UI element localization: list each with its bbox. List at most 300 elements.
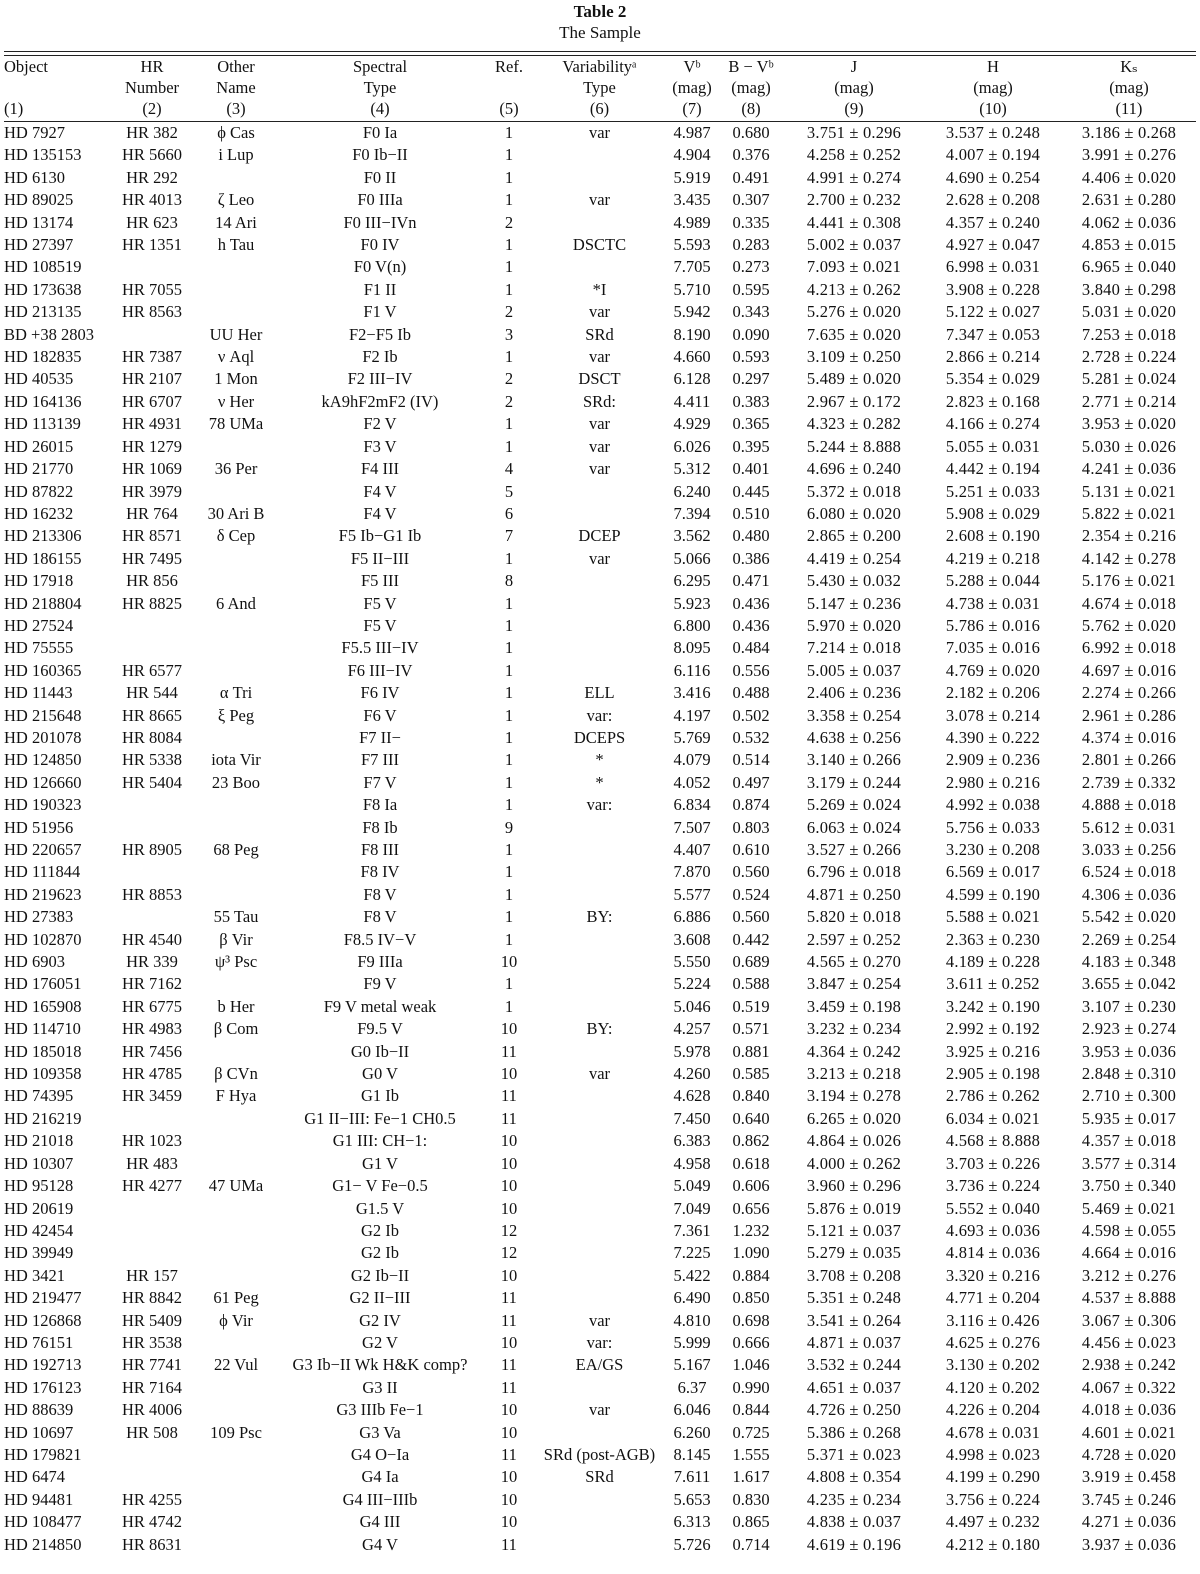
cell-v-mag: 3.608 — [673, 929, 711, 949]
cell-j-mag: 4.419 ± 0.254 — [806, 548, 902, 568]
cell-ks-mag: 2.274 ± 0.266 — [1081, 683, 1177, 703]
cell-j-mag: 3.527 ± 0.266 — [806, 840, 902, 859]
cell-variability-type — [533, 1287, 666, 1309]
cell-other-name: h Tau — [217, 235, 255, 255]
cell-other-name — [197, 1489, 275, 1511]
cell-other-name — [197, 1108, 275, 1130]
cell-variability-type: BY: — [586, 1019, 613, 1039]
cell-variability-type — [533, 1220, 666, 1242]
cell-ks-mag: 2.354 ± 0.216 — [1081, 526, 1177, 546]
cell-ref: 1 — [504, 907, 514, 927]
table-row — [4, 884, 1196, 906]
cell-object: HD 192713 — [4, 1355, 82, 1375]
cell-j-mag: 2.967 ± 0.172 — [806, 391, 902, 411]
cell-v-mag: 7.225 — [673, 1243, 711, 1263]
cell-v-mag: 8.095 — [673, 638, 711, 658]
header-object: Object — [4, 57, 48, 76]
cell-object: HD 94481 — [4, 1489, 74, 1509]
cell-ks-mag: 3.033 ± 0.256 — [1081, 840, 1177, 859]
cell-j-mag: 4.323 ± 0.282 — [806, 414, 902, 434]
cell-spectral-type: F5 II−III — [350, 548, 410, 568]
cell-ref: 1 — [504, 638, 514, 658]
cell-object: HD 113139 — [4, 414, 81, 434]
cell-spectral-type: F9 IIIa — [357, 952, 403, 972]
cell-h-mag: 7.035 ± 0.016 — [945, 638, 1041, 658]
cell-object: HD 219477 — [4, 1288, 82, 1308]
table-row — [4, 1265, 1196, 1287]
cell-j-mag: 3.140 ± 0.266 — [806, 750, 902, 770]
cell-ref: 1 — [504, 884, 514, 904]
cell-v-mag: 4.079 — [673, 750, 711, 770]
cell-other-name — [197, 794, 275, 816]
cell-ks-mag: 2.801 ± 0.266 — [1081, 750, 1177, 770]
cell-object: HD 108477 — [4, 1512, 82, 1532]
cell-spectral-type: F2 III−IV — [347, 369, 413, 389]
cell-ref: 2 — [504, 212, 514, 232]
cell-h-mag: 2.628 ± 0.208 — [945, 190, 1041, 210]
cell-ks-mag: 4.598 ± 0.055 — [1081, 1220, 1177, 1240]
table-row — [4, 1220, 1196, 1242]
cell-variability-type — [533, 637, 666, 659]
header-ref: Ref. — [495, 57, 523, 76]
table-row — [4, 1130, 1196, 1152]
cell-variability-type — [533, 817, 666, 839]
cell-ref: 2 — [504, 369, 514, 389]
cell-hr-number — [107, 906, 197, 928]
cell-b-v-mag: 0.497 — [732, 772, 770, 792]
cell-b-v-mag: 0.560 — [732, 907, 770, 927]
cell-hr-number: HR 7164 — [121, 1377, 183, 1397]
cell-b-v-mag: 0.844 — [732, 1400, 770, 1420]
cell-h-mag: 5.756 ± 0.033 — [945, 817, 1041, 837]
cell-other-name: 6 And — [216, 593, 256, 613]
cell-ref: 10 — [500, 1400, 518, 1420]
cell-ref: 10 — [500, 1153, 518, 1173]
cell-spectral-type: G3 Va — [359, 1422, 401, 1442]
cell-ks-mag: 4.357 ± 0.018 — [1081, 1131, 1177, 1151]
cell-j-mag: 6.080 ± 0.020 — [806, 503, 902, 523]
header-b-v-mag: (8) — [718, 98, 784, 122]
cell-h-mag: 3.116 ± 0.426 — [946, 1310, 1040, 1330]
cell-spectral-type: F8 V — [363, 884, 397, 904]
cell-b-v-mag: 0.556 — [732, 660, 770, 680]
cell-variability-type: var — [588, 459, 611, 479]
cell-variability-type: var — [588, 414, 611, 434]
cell-v-mag: 4.628 — [673, 1086, 711, 1106]
cell-j-mag: 3.194 ± 0.278 — [806, 1086, 902, 1106]
cell-spectral-type: G4 V — [362, 1534, 398, 1554]
cell-j-mag: 4.991 ± 0.274 — [806, 167, 902, 187]
cell-spectral-type: F0 II — [363, 167, 397, 187]
cell-ref: 1 — [504, 167, 514, 187]
cell-h-mag: 4.226 ± 0.204 — [945, 1400, 1041, 1420]
cell-ref: 4 — [504, 459, 514, 479]
cell-ks-mag: 3.212 ± 0.276 — [1081, 1265, 1177, 1285]
cell-variability-type: var — [588, 347, 611, 367]
cell-spectral-type: G2 Ib — [360, 1243, 400, 1263]
cell-j-mag: 5.371 ± 0.023 — [806, 1444, 902, 1464]
cell-other-name — [197, 817, 275, 839]
table-row — [4, 1354, 1196, 1376]
cell-spectral-type: F0 Ib−II — [352, 145, 408, 165]
cell-v-mag: 4.257 — [673, 1019, 711, 1039]
header-j-mag: (mag) — [834, 78, 874, 97]
cell-object: HD 102870 — [4, 929, 82, 949]
cell-hr-number: HR 1023 — [121, 1131, 183, 1151]
cell-variability-type — [533, 839, 666, 861]
cell-ks-mag: 3.067 ± 0.306 — [1081, 1310, 1177, 1330]
cell-hr-number: HR 7162 — [121, 974, 183, 994]
table-row — [4, 525, 1196, 547]
cell-h-mag: 2.182 ± 0.206 — [945, 683, 1041, 703]
cell-variability-type: var — [588, 1064, 611, 1084]
cell-ks-mag: 3.186 ± 0.268 — [1081, 123, 1177, 142]
cell-j-mag: 4.871 ± 0.250 — [806, 884, 902, 904]
cell-hr-number: HR 4006 — [121, 1400, 183, 1420]
cell-other-name: 68 Peg — [213, 840, 259, 859]
cell-other-name: ζ Leo — [217, 190, 255, 210]
cell-variability-type — [533, 951, 666, 973]
cell-ks-mag: 5.131 ± 0.021 — [1081, 481, 1177, 501]
cell-ks-mag: 4.664 ± 0.016 — [1081, 1243, 1177, 1263]
cell-b-v-mag: 0.519 — [732, 996, 770, 1016]
cell-b-v-mag: 1.555 — [732, 1444, 770, 1464]
cell-spectral-type: G1 II−III: Fe−1 CH0.5 — [304, 1108, 456, 1128]
cell-hr-number: HR 2107 — [121, 369, 183, 389]
cell-variability-type — [533, 973, 666, 995]
cell-j-mag: 5.372 ± 0.018 — [806, 481, 902, 501]
cell-v-mag: 7.870 — [673, 862, 711, 882]
cell-other-name: α Tri — [219, 683, 253, 703]
cell-hr-number: HR 8571 — [121, 526, 183, 546]
cell-spectral-type: G2 II−III — [349, 1288, 411, 1308]
cell-ref: 1 — [504, 347, 514, 367]
cell-hr-number — [107, 794, 197, 816]
cell-h-mag: 2.909 ± 0.236 — [945, 750, 1041, 770]
cell-v-mag: 5.999 — [673, 1332, 711, 1352]
cell-v-mag: 8.145 — [673, 1444, 711, 1464]
cell-hr-number: HR 8665 — [121, 705, 183, 725]
cell-j-mag: 5.970 ± 0.020 — [806, 615, 902, 635]
cell-h-mag: 4.189 ± 0.228 — [945, 952, 1041, 972]
cell-object: HD 26015 — [4, 436, 74, 456]
cell-ks-mag: 4.062 ± 0.036 — [1081, 212, 1177, 232]
cell-variability-type — [533, 593, 666, 615]
cell-ks-mag: 4.241 ± 0.036 — [1081, 459, 1177, 479]
cell-spectral-type: G3 Ib−II Wk H&K comp? — [292, 1355, 468, 1375]
header-b-v-mag: (mag) — [731, 78, 771, 97]
cell-v-mag: 6.383 — [673, 1131, 711, 1151]
cell-v-mag: 6.834 — [673, 795, 711, 815]
cell-v-mag: 6.313 — [673, 1512, 711, 1532]
cell-other-name: β CVn — [214, 1064, 258, 1084]
cell-hr-number — [107, 1242, 197, 1264]
header-b-v-mag: B − Vᵇ — [728, 57, 774, 76]
cell-b-v-mag: 0.436 — [732, 615, 770, 635]
cell-ref: 10 — [500, 1422, 518, 1442]
cell-spectral-type: F4 V — [363, 481, 397, 501]
cell-variability-type: DSCT — [578, 369, 621, 389]
cell-j-mag: 5.121 ± 0.037 — [806, 1220, 902, 1240]
cell-other-name — [197, 548, 275, 570]
cell-other-name: ξ Peg — [217, 705, 255, 725]
cell-spectral-type: F7 V — [363, 772, 397, 792]
cell-h-mag: 3.908 ± 0.228 — [945, 279, 1041, 299]
cell-ks-mag: 4.888 ± 0.018 — [1081, 795, 1177, 815]
cell-ks-mag: 4.374 ± 0.016 — [1081, 727, 1177, 747]
cell-v-mag: 6.046 — [673, 1400, 711, 1420]
cell-v-mag: 4.958 — [673, 1153, 711, 1173]
cell-ref: 11 — [501, 1108, 517, 1128]
cell-object: HD 126868 — [4, 1310, 82, 1330]
cell-variability-type — [533, 929, 666, 951]
cell-ref: 10 — [500, 1176, 518, 1196]
cell-v-mag: 6.886 — [673, 907, 711, 927]
cell-h-mag: 5.588 ± 0.021 — [945, 907, 1041, 927]
cell-h-mag: 4.442 ± 0.194 — [945, 459, 1041, 479]
cell-v-mag: 6.240 — [673, 481, 711, 501]
table-header — [4, 56, 1196, 122]
cell-b-v-mag: 0.395 — [732, 436, 770, 456]
cell-spectral-type: G0 Ib−II — [350, 1041, 410, 1061]
cell-object: HD 10307 — [4, 1153, 74, 1173]
cell-ks-mag: 5.281 ± 0.024 — [1081, 369, 1177, 389]
cell-ks-mag: 4.853 ± 0.015 — [1081, 235, 1177, 255]
cell-h-mag: 4.120 ± 0.202 — [945, 1377, 1041, 1397]
cell-hr-number: HR 5409 — [121, 1310, 183, 1330]
cell-b-v-mag: 0.593 — [732, 347, 770, 367]
cell-variability-type: EA/GS — [575, 1355, 624, 1375]
cell-ref: 1 — [504, 795, 514, 815]
cell-variability-type — [533, 1041, 666, 1063]
cell-hr-number: HR 157 — [126, 1265, 178, 1285]
cell-variability-type: * — [595, 750, 604, 770]
cell-h-mag: 2.823 ± 0.168 — [945, 391, 1041, 411]
cell-h-mag: 3.130 ± 0.202 — [945, 1355, 1041, 1375]
cell-ref: 11 — [501, 1288, 517, 1308]
cell-b-v-mag: 0.585 — [732, 1064, 770, 1084]
cell-v-mag: 5.312 — [673, 459, 711, 479]
cell-ref: 10 — [500, 1512, 518, 1532]
header-ks-mag: (11) — [1062, 98, 1196, 122]
cell-ks-mag: 6.524 ± 0.018 — [1081, 862, 1177, 882]
table-row — [4, 1153, 1196, 1175]
header-spectral-type: Type — [363, 78, 397, 97]
cell-j-mag: 4.213 ± 0.262 — [806, 279, 902, 299]
cell-j-mag: 5.386 ± 0.268 — [806, 1422, 902, 1442]
cell-ref: 1 — [504, 414, 514, 434]
table-row — [4, 324, 1196, 346]
cell-ks-mag: 5.935 ± 0.017 — [1081, 1108, 1177, 1128]
cell-ks-mag: 3.107 ± 0.230 — [1081, 996, 1177, 1016]
cell-hr-number: HR 8631 — [121, 1534, 183, 1554]
cell-object: HD 21018 — [4, 1131, 74, 1151]
cell-ks-mag: 3.840 ± 0.298 — [1081, 279, 1177, 299]
cell-v-mag: 5.710 — [673, 279, 711, 299]
cell-object: HD 42454 — [4, 1220, 74, 1240]
cell-v-mag: 7.049 — [673, 1198, 711, 1218]
cell-h-mag: 4.678 ± 0.031 — [945, 1422, 1041, 1442]
cell-v-mag: 7.394 — [673, 503, 711, 523]
cell-v-mag: 5.653 — [673, 1489, 711, 1509]
cell-ref: 1 — [504, 750, 514, 770]
cell-spectral-type: F5 V — [363, 615, 397, 635]
cell-j-mag: 3.459 ± 0.198 — [806, 996, 902, 1016]
cell-v-mag: 4.052 — [673, 772, 711, 792]
cell-b-v-mag: 0.442 — [732, 929, 770, 949]
cell-h-mag: 2.363 ± 0.230 — [945, 929, 1041, 949]
table-title: Table 2 — [573, 2, 627, 21]
cell-object: HD 40535 — [4, 369, 74, 389]
cell-ref: 1 — [504, 929, 514, 949]
cell-h-mag: 5.908 ± 0.029 — [945, 503, 1041, 523]
cell-j-mag: 7.093 ± 0.021 — [806, 257, 902, 277]
table-row — [4, 1399, 1196, 1421]
cell-h-mag: 7.347 ± 0.053 — [945, 324, 1041, 344]
cell-spectral-type: F0 III−IVn — [343, 212, 417, 232]
cell-variability-type: DSCTC — [572, 235, 627, 255]
cell-ks-mag: 2.739 ± 0.332 — [1081, 772, 1177, 792]
cell-ks-mag: 4.183 ± 0.348 — [1081, 952, 1177, 972]
cell-v-mag: 6.026 — [673, 436, 711, 456]
cell-h-mag: 2.786 ± 0.262 — [945, 1086, 1041, 1106]
cell-variability-type: var: — [586, 1332, 613, 1352]
cell-object: HD 87822 — [4, 481, 74, 501]
cell-spectral-type: G2 Ib — [360, 1220, 400, 1240]
cell-ks-mag: 3.655 ± 0.042 — [1081, 974, 1177, 994]
cell-b-v-mag: 0.865 — [732, 1512, 770, 1532]
cell-ref: 1 — [504, 660, 514, 680]
cell-ref: 10 — [500, 1064, 518, 1084]
cell-other-name — [197, 1041, 275, 1063]
cell-variability-type: ELL — [584, 683, 615, 703]
cell-ref: 10 — [500, 1019, 518, 1039]
cell-variability-type — [533, 1422, 666, 1444]
cell-object: HD 108519 — [4, 257, 82, 277]
cell-variability-type: var: — [586, 705, 613, 725]
cell-j-mag: 7.635 ± 0.020 — [806, 324, 902, 344]
cell-v-mag: 7.450 — [673, 1108, 711, 1128]
cell-spectral-type: F8 IV — [360, 862, 400, 882]
cell-variability-type — [533, 861, 666, 883]
cell-b-v-mag: 0.618 — [732, 1153, 770, 1173]
cell-ks-mag: 4.728 ± 0.020 — [1081, 1444, 1177, 1464]
cell-b-v-mag: 0.532 — [732, 727, 770, 747]
cell-spectral-type: F5.5 III−IV — [341, 638, 419, 658]
cell-v-mag: 5.422 — [673, 1265, 711, 1285]
cell-h-mag: 5.122 ± 0.027 — [945, 302, 1041, 322]
cell-other-name: ϕ Vir — [219, 1310, 253, 1330]
table-row — [4, 413, 1196, 435]
table-row — [4, 167, 1196, 189]
cell-h-mag: 3.736 ± 0.224 — [945, 1176, 1041, 1196]
cell-h-mag: 4.599 ± 0.190 — [945, 884, 1041, 904]
cell-object: HD 27524 — [4, 615, 74, 635]
cell-j-mag: 5.147 ± 0.236 — [806, 593, 902, 613]
cell-spectral-type: G1.5 V — [355, 1198, 405, 1218]
cell-hr-number: HR 6577 — [121, 660, 183, 680]
cell-hr-number: HR 7741 — [121, 1355, 183, 1375]
cell-hr-number: HR 3538 — [121, 1332, 183, 1352]
header-h-mag: (mag) — [973, 78, 1013, 97]
cell-hr-number: HR 1279 — [121, 436, 183, 456]
cell-spectral-type: G2 V — [362, 1332, 398, 1352]
cell-variability-type — [533, 256, 666, 278]
cell-ref: 11 — [501, 1534, 517, 1554]
cell-spectral-type: F0 IV — [360, 235, 400, 255]
cell-v-mag: 5.593 — [673, 235, 711, 255]
cell-ks-mag: 5.031 ± 0.020 — [1081, 302, 1177, 322]
cell-v-mag: 7.705 — [673, 257, 711, 277]
cell-j-mag: 4.871 ± 0.037 — [806, 1332, 902, 1352]
table-row — [4, 189, 1196, 211]
cell-variability-type: SRd (post-AGB) — [543, 1444, 656, 1464]
cell-hr-number — [107, 637, 197, 659]
cell-ref: 11 — [501, 1041, 517, 1061]
table-row — [4, 1511, 1196, 1533]
header-h-mag: H — [987, 57, 999, 76]
cell-other-name — [197, 861, 275, 883]
cell-variability-type — [533, 660, 666, 682]
cell-other-name: i Lup — [218, 145, 254, 165]
cell-b-v-mag: 0.656 — [732, 1198, 770, 1218]
cell-hr-number: HR 4540 — [121, 929, 183, 949]
cell-ref: 1 — [504, 190, 514, 210]
cell-ref: 12 — [500, 1243, 518, 1263]
cell-h-mag: 4.199 ± 0.290 — [945, 1467, 1041, 1487]
cell-other-name: ν Her — [217, 391, 255, 411]
table-row — [4, 906, 1196, 928]
cell-other-name — [197, 1377, 275, 1399]
cell-hr-number: HR 8905 — [121, 840, 183, 859]
cell-object: HD 89025 — [4, 190, 74, 210]
cell-ks-mag: 4.697 ± 0.016 — [1081, 660, 1177, 680]
cell-other-name: UU Her — [209, 324, 263, 344]
cell-v-mag: 4.260 — [673, 1064, 711, 1084]
cell-object: HD 186155 — [4, 548, 82, 568]
header-row — [4, 56, 1196, 77]
cell-b-v-mag: 0.571 — [732, 1019, 770, 1039]
cell-b-v-mag: 0.830 — [732, 1489, 770, 1509]
cell-hr-number: HR 382 — [126, 123, 178, 142]
cell-variability-type — [533, 1108, 666, 1130]
cell-spectral-type: F6 III−IV — [347, 660, 413, 680]
cell-ks-mag: 4.018 ± 0.036 — [1081, 1400, 1177, 1420]
cell-b-v-mag: 0.376 — [732, 145, 770, 165]
cell-other-name — [197, 637, 275, 659]
cell-ks-mag: 3.953 ± 0.036 — [1081, 1041, 1177, 1061]
cell-j-mag: 4.726 ± 0.250 — [806, 1400, 902, 1420]
cell-variability-type: var — [588, 1310, 611, 1330]
cell-v-mag: 5.769 — [673, 727, 711, 747]
cell-ks-mag: 4.142 ± 0.278 — [1081, 548, 1177, 568]
table-row — [4, 1466, 1196, 1488]
table-row — [4, 1287, 1196, 1309]
cell-variability-type — [533, 1265, 666, 1287]
cell-other-name — [197, 727, 275, 749]
cell-ref: 10 — [500, 1131, 518, 1151]
cell-ref: 11 — [501, 1377, 517, 1397]
table-row — [4, 1489, 1196, 1511]
cell-b-v-mag: 0.524 — [732, 884, 770, 904]
table-row — [4, 929, 1196, 951]
cell-hr-number: HR 8842 — [121, 1288, 183, 1308]
cell-v-mag: 3.562 — [673, 526, 711, 546]
cell-b-v-mag: 1.046 — [732, 1355, 770, 1375]
cell-b-v-mag: 0.090 — [732, 324, 770, 344]
cell-variability-type: BY: — [586, 907, 613, 927]
cell-h-mag: 2.905 ± 0.198 — [945, 1064, 1041, 1084]
